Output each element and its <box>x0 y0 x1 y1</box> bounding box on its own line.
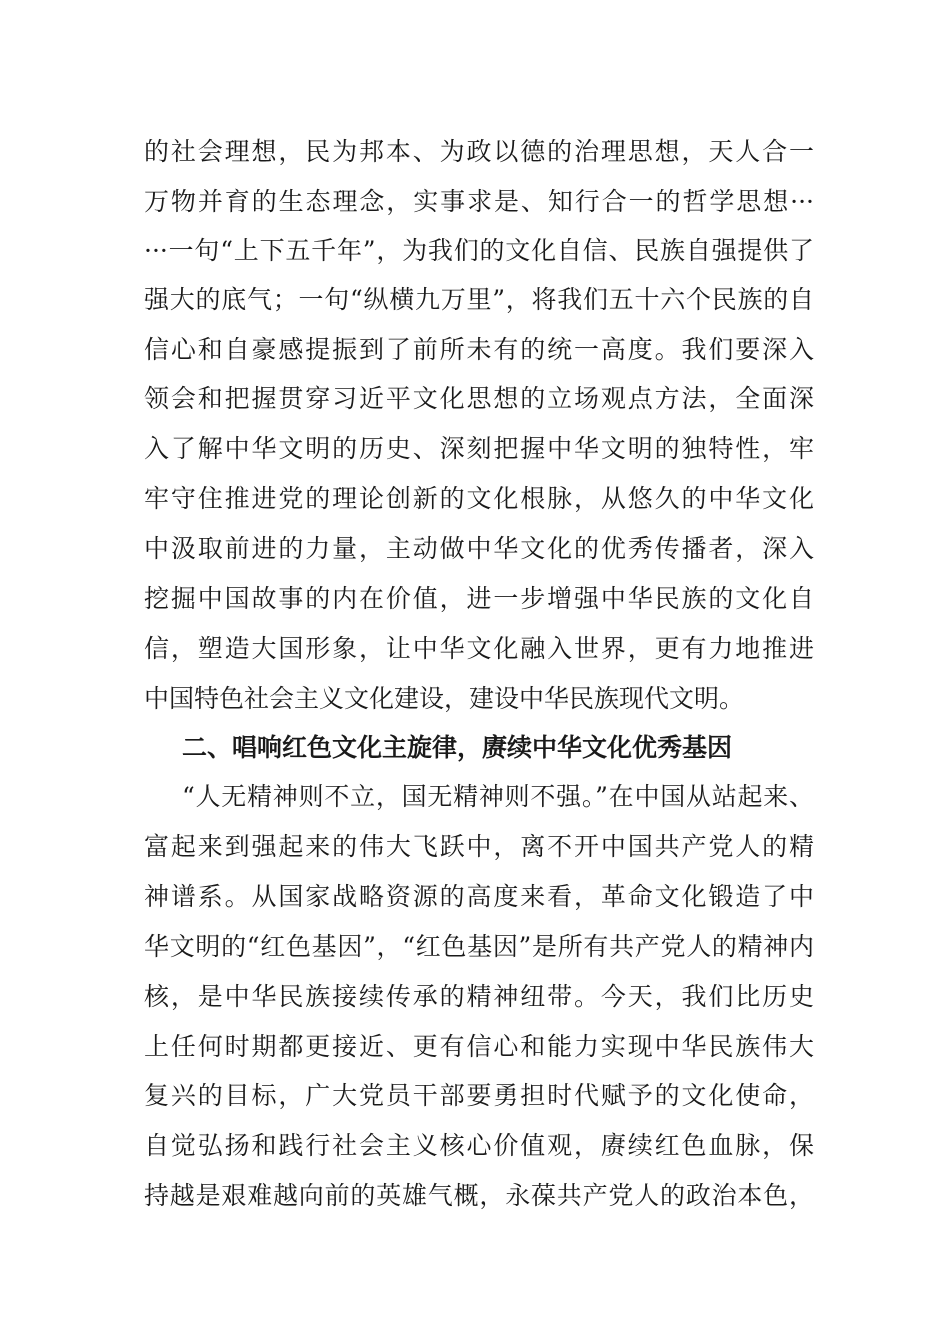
paragraph-line: 领会和把握贯穿习近平文化思想的立场观点方法，全面深 <box>144 384 814 413</box>
paragraph-line: 强大的底气；一句“纵横九万里”，将我们五十六个民族的自 <box>144 285 814 314</box>
paragraph-line: 富起来到强起来的伟大飞跃中，离不开中国共产党人的精 <box>144 832 814 861</box>
paragraph-line: ···一句“上下五千年”，为我们的文化自信、民族自强提供了 <box>144 236 814 265</box>
paragraph-line: 核，是中华民族接续传承的精神纽带。今天，我们比历史 <box>144 982 814 1011</box>
paragraph-line: 持越是艰难越向前的英雄气概，永葆共产党人的政治本色， <box>144 1181 814 1210</box>
section-heading: 二、唱响红色文化主旋律，赓续中华文化优秀基因 <box>182 733 733 762</box>
paragraph-line: 挖掘中国故事的内在价值，进一步增强中华民族的文化自 <box>144 584 814 613</box>
paragraph-line: 信心和自豪感提振到了前所未有的统一高度。我们要深入 <box>144 335 814 364</box>
paragraph-line: 复兴的目标，广大党员干部要勇担时代赋予的文化使命， <box>144 1081 814 1110</box>
paragraph-line: 神谱系。从国家战略资源的高度来看，革命文化锻造了中 <box>144 882 814 911</box>
paragraph-line: 的社会理想，民为邦本、为政以德的治理思想，天人合一 <box>144 137 814 166</box>
paragraph-line: 自觉弘扬和践行社会主义核心价值观，赓续红色血脉，保 <box>144 1131 814 1160</box>
paragraph-line: 上任何时期都更接近、更有信心和能力实现中华民族伟大 <box>144 1032 814 1061</box>
paragraph-line: 牢守住推进党的理论创新的文化根脉，从悠久的中华文化 <box>144 484 814 513</box>
paragraph-line: 中国特色社会主义文化建设，建设中华民族现代文明。 <box>144 684 745 713</box>
paragraph-line: 中汲取前进的力量，主动做中华文化的优秀传播者，深入 <box>144 534 814 563</box>
paragraph-line: “人无精神则不立，国无精神则不强。”在中国从站起来、 <box>182 782 814 811</box>
paragraph-line: 万物并育的生态理念，实事求是、知行合一的哲学思想··· <box>144 187 814 216</box>
paragraph-line: 华文明的“红色基因”，“红色基因”是所有共产党人的精神内 <box>144 932 814 961</box>
paragraph-line: 入了解中华文明的历史、深刻把握中华文明的独特性，牢 <box>144 434 814 463</box>
paragraph-line: 信，塑造大国形象，让中华文化融入世界，更有力地推进 <box>144 634 814 663</box>
